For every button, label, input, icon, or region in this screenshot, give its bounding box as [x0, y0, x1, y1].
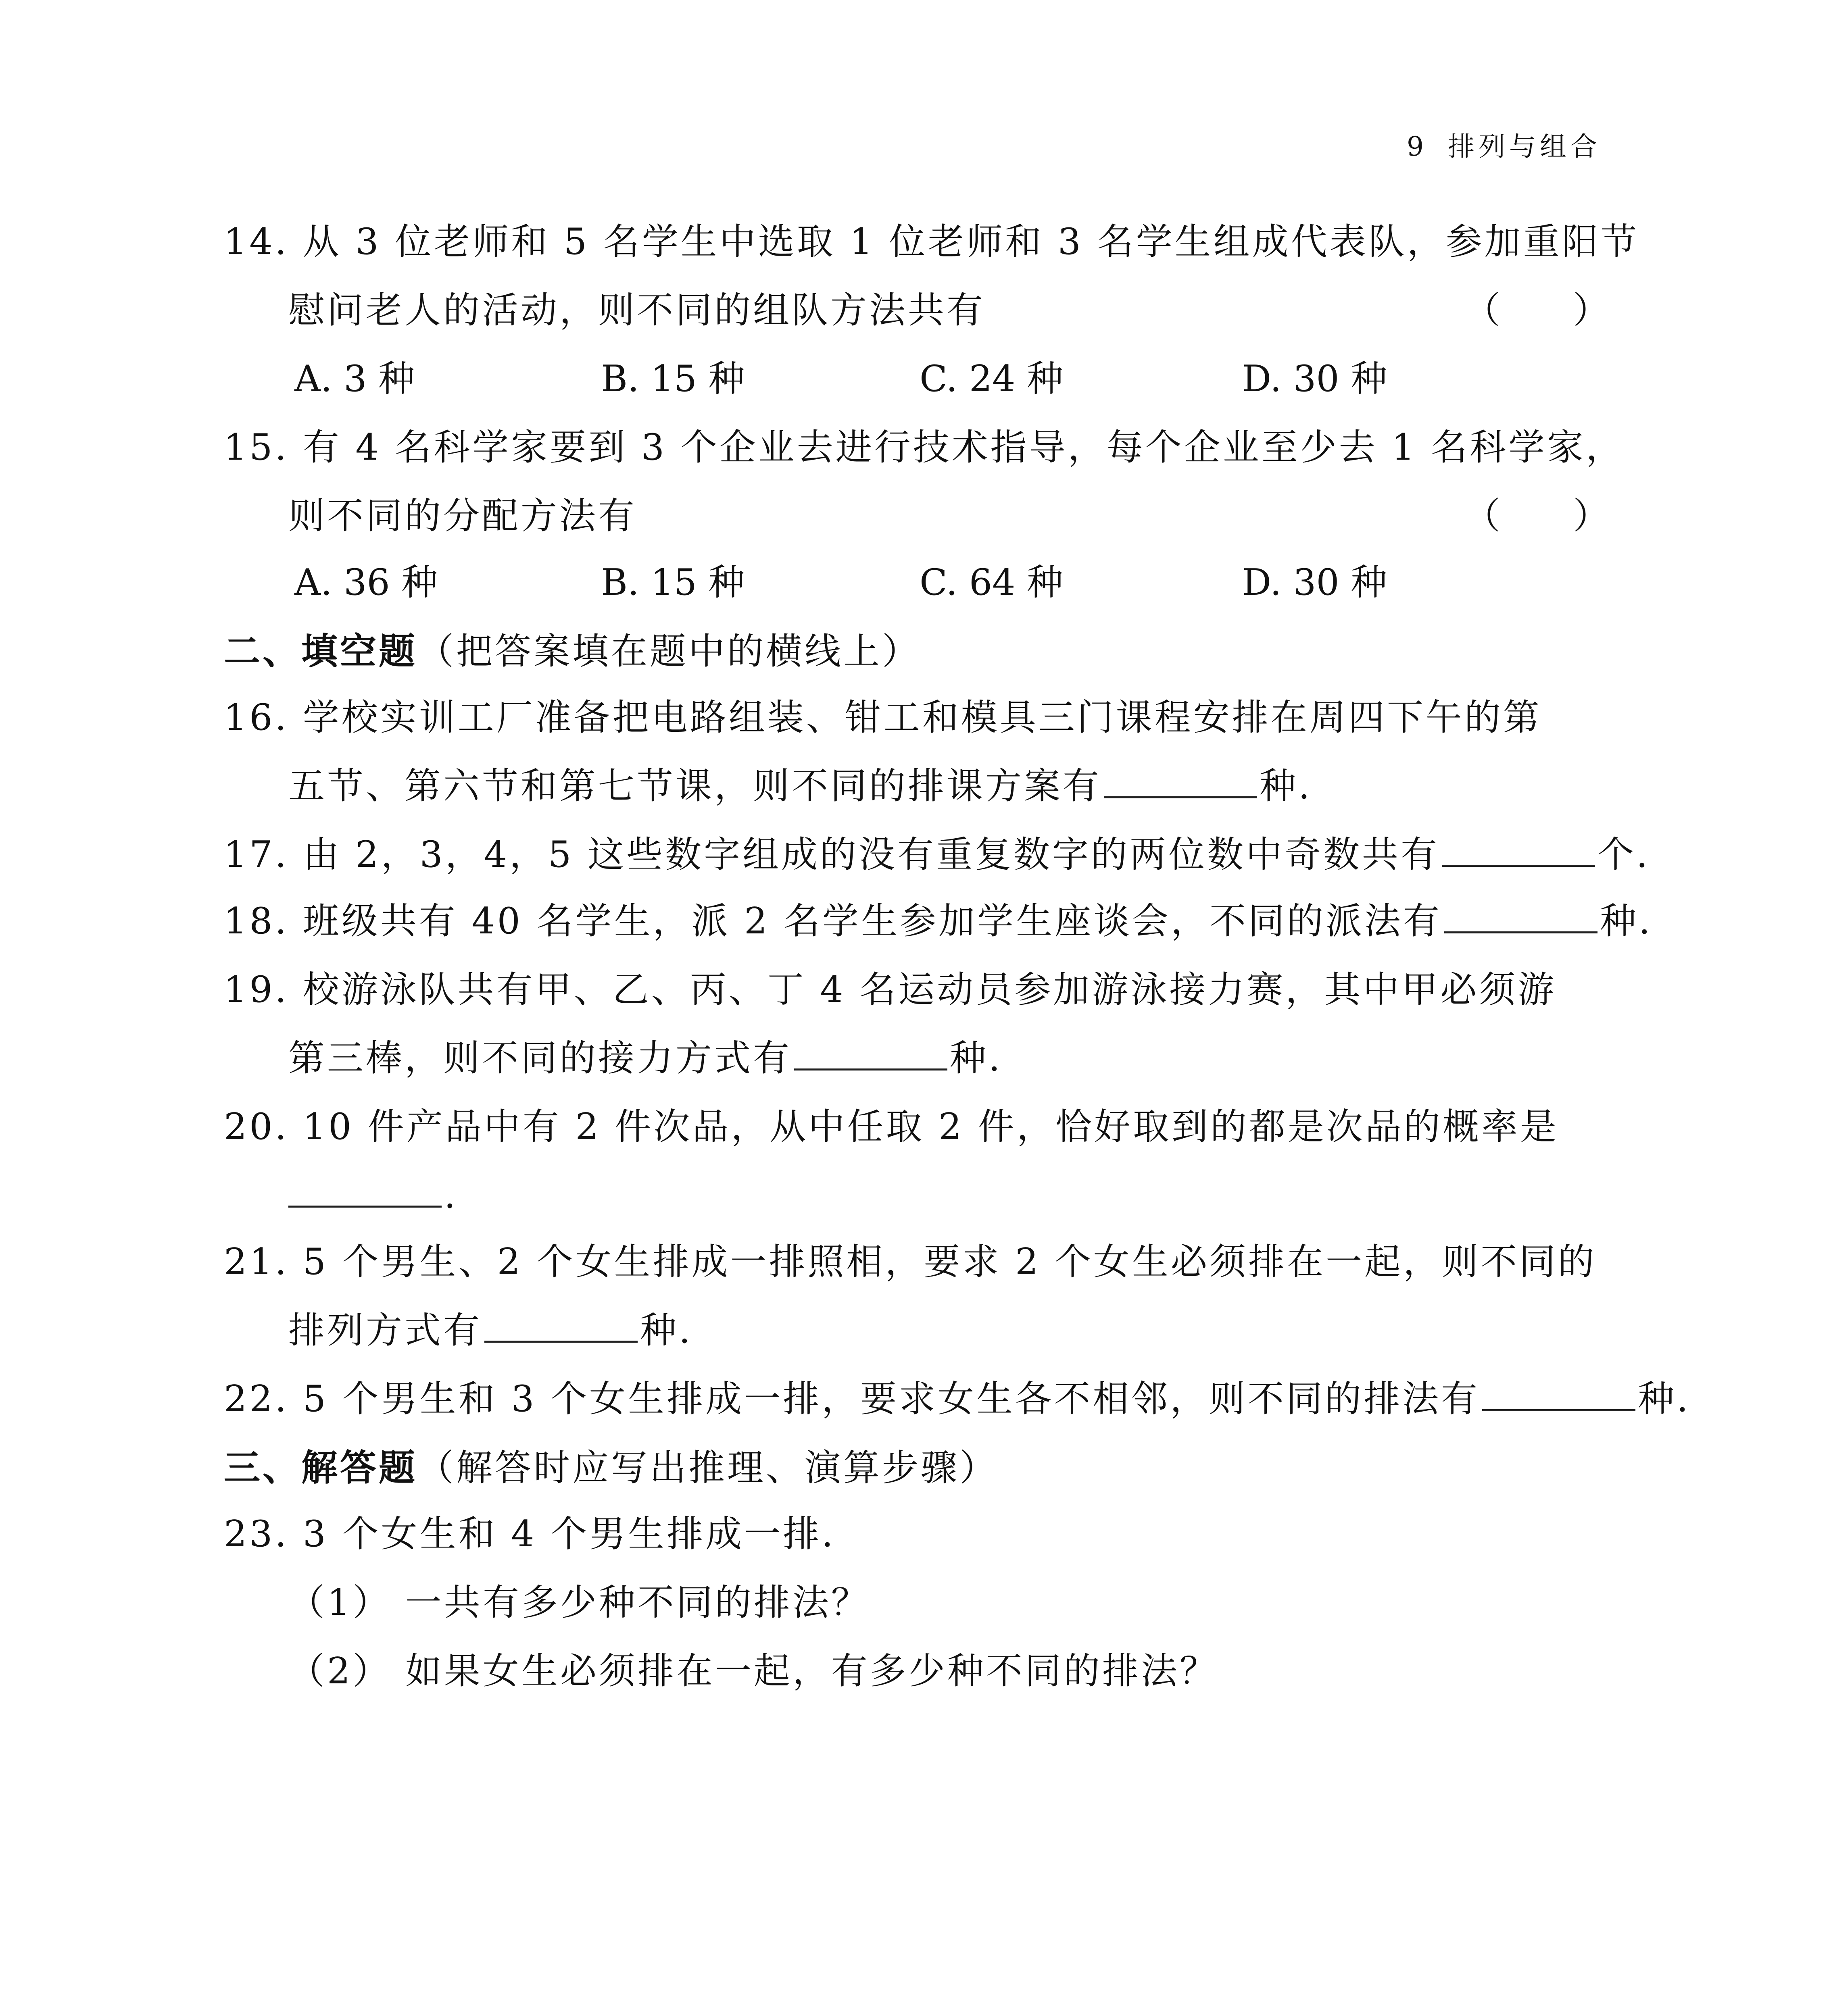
chapter-number: 9	[1407, 131, 1428, 162]
running-header	[1407, 125, 1601, 163]
section-3-note: （解答时应写出推理、演算步骤）	[417, 1447, 998, 1489]
answer-blank[interactable]	[484, 1308, 638, 1343]
chapter-title: 排列与组合	[1448, 131, 1601, 162]
question-14-option-b: B. 15 种	[601, 358, 745, 400]
question-18-text: 18. 班级共有 40 名学生，派 2 名学生参加学生座谈会，不同的派法有	[224, 900, 1442, 942]
question-20-line1: 20. 10 件产品中有 2 件次品，从中任取 2 件，恰好取到的都是次品的概率是	[224, 1106, 1559, 1148]
question-15-option-d: D. 30 种	[1242, 561, 1387, 604]
question-18	[224, 897, 1653, 946]
section-3-heading	[224, 1443, 1607, 1492]
question-16-unit: 种.	[1260, 765, 1312, 807]
question-15-option-a: A. 36 种	[294, 561, 438, 604]
question-23-line1: 23. 3 个女生和 4 个男生排成一排.	[224, 1513, 836, 1555]
question-22-unit: 种.	[1638, 1378, 1691, 1420]
question-21-line1: 21. 5 个男生、2 个女生排成一排照相，要求 2 个女生必须排在一起，则不同的	[224, 1241, 1597, 1283]
question-19-line2	[288, 1034, 1607, 1083]
question-15-option-c: C. 64 种	[920, 561, 1064, 604]
question-15-line2: 则不同的分配方法有	[288, 495, 637, 537]
section-2-heading	[224, 627, 1607, 676]
answer-blank[interactable]	[1104, 764, 1257, 798]
question-23-sub2: （2） 如果女生必须排在一起，有多少种不同的排法？	[288, 1650, 1218, 1692]
question-21-text: 排列方式有	[288, 1309, 482, 1352]
question-18-unit: 种.	[1600, 900, 1653, 942]
question-14-option-d: D. 30 种	[1242, 358, 1387, 400]
answer-blank[interactable]	[1444, 899, 1598, 933]
answer-blank[interactable]	[1442, 833, 1595, 867]
question-20-period: .	[444, 1174, 458, 1216]
question-15-line1: 15. 有 4 名科学家要到 3 个企业去进行技术指导，每个企业至少去 1 名科学家，	[224, 426, 1625, 469]
question-17-unit: 个.	[1598, 833, 1650, 876]
question-16-line2	[288, 762, 1607, 810]
question-17-text: 17. 由 2，3，4，5 这些数字组成的没有重复数字的两位数中奇数共有	[224, 833, 1439, 876]
answer-blank[interactable]	[794, 1036, 947, 1070]
question-19-text: 第三棒，则不同的接力方式有	[288, 1037, 792, 1079]
question-19-line1: 19. 校游泳队共有甲、乙、丙、丁 4 名运动员参加游泳接力赛，其中甲必须游	[224, 968, 1557, 1011]
question-14-line1: 14. 从 3 位老师和 5 名学生中选取 1 位老师和 3 名学生组成代表队，参加重阳节	[224, 221, 1639, 263]
question-16-line1: 16. 学校实训工厂准备把电路组装、钳工和模具三门课程安排在周四下午的第	[224, 696, 1542, 739]
question-14-line2: 慰问老人的活动，则不同的组队方法共有	[288, 289, 985, 331]
question-20-line2	[288, 1171, 1607, 1220]
question-15-answer-paren: （ ）	[1464, 495, 1609, 537]
section-2-note: （把答案填在题中的横线上）	[417, 630, 921, 673]
question-16-text: 五节、第六节和第七节课，则不同的排课方案有	[288, 765, 1101, 807]
question-22	[224, 1375, 1691, 1423]
question-22-text: 22. 5 个男生和 3 个女生排成一排，要求女生各不相邻，则不同的排法有	[224, 1378, 1480, 1420]
section-2-title: 二、填空题	[224, 630, 417, 673]
question-14-option-c: C. 24 种	[920, 358, 1064, 400]
question-15-option-b: B. 15 种	[601, 561, 745, 604]
question-14-answer-paren: （ ）	[1464, 289, 1609, 331]
question-19-unit: 种.	[950, 1037, 1003, 1079]
question-17	[224, 831, 1650, 879]
answer-blank[interactable]	[1482, 1377, 1635, 1411]
section-3-title: 三、解答题	[224, 1446, 417, 1489]
question-23-sub1: （1） 一共有多少种不同的排法？	[288, 1581, 870, 1624]
answer-blank[interactable]	[288, 1173, 442, 1208]
question-21-line2	[288, 1306, 1607, 1355]
question-14-option-a: A. 3 种	[294, 358, 415, 400]
question-21-unit: 种.	[640, 1309, 693, 1352]
